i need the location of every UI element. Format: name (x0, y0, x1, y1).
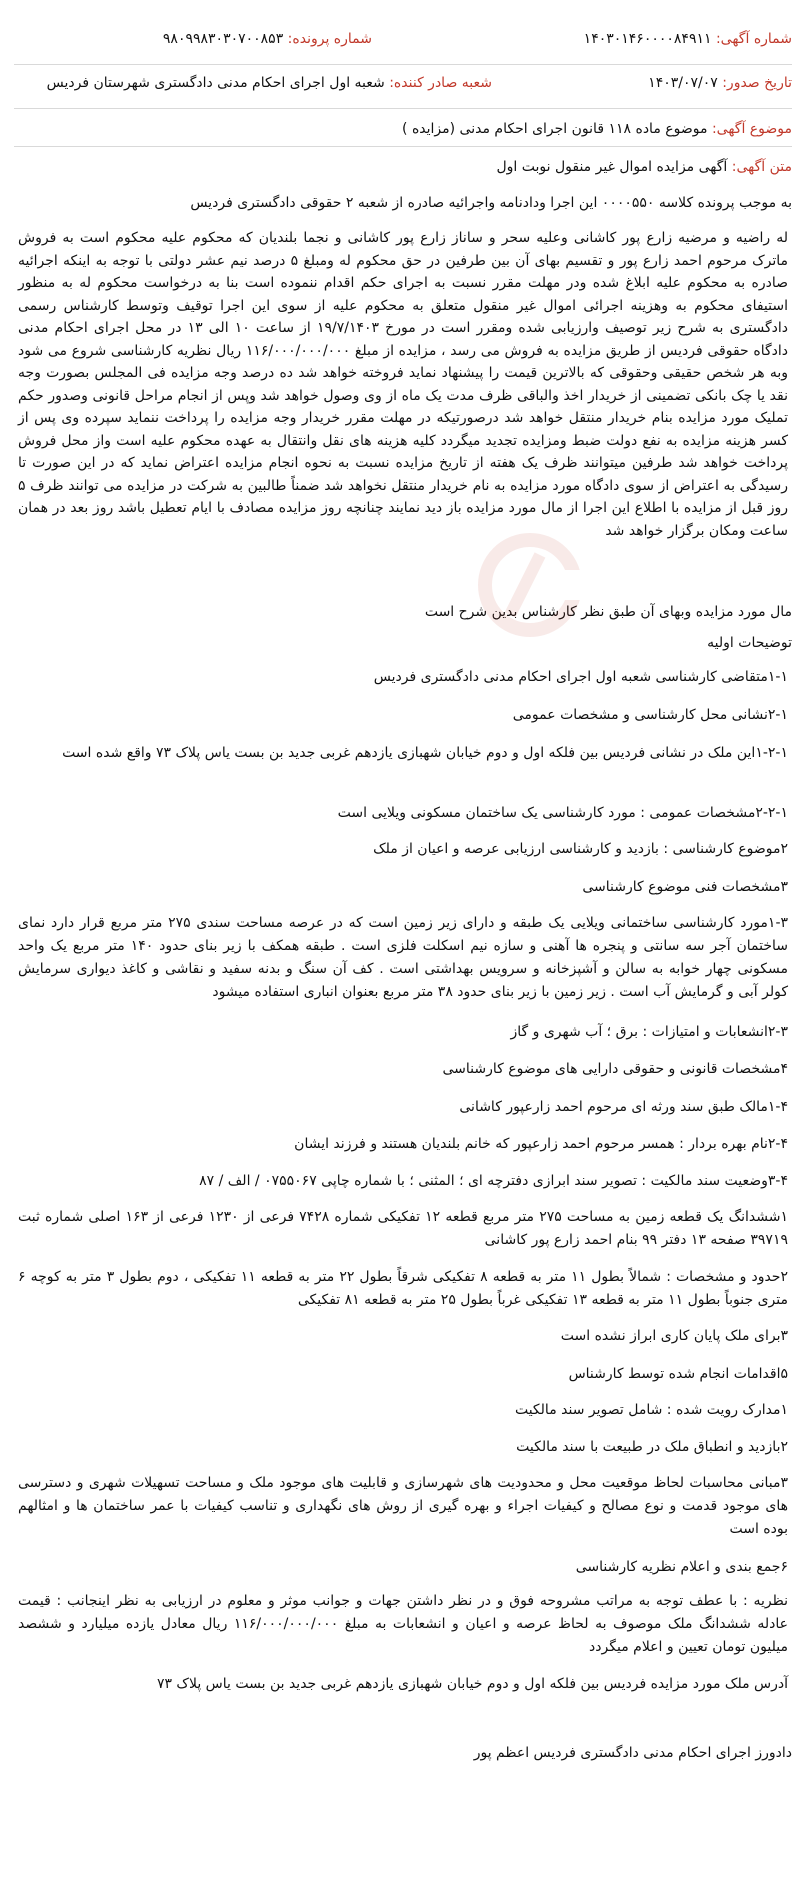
list-item (18, 1206, 788, 1252)
ad-number-value: ۱۴۰۳۰۱۴۶۰۰۰۰۸۴۹۱۱ (583, 31, 712, 47)
paragraph-line: نمایند چنانچه روز مزایده مصادف با ایام تعطیل باشد روز بعد در همان ساعت ومکان برگزار خواهد شد (18, 500, 788, 539)
item-line: ۲موضوع کارشناسی : بازدید و کارشناسی ارزیابی عرصه و اعیان از ملک (373, 841, 788, 857)
case-number-label: شماره پرونده: (287, 31, 372, 47)
explanations-heading (20, 632, 792, 654)
paragraph-line: فروش ماترک مرحوم احمد زارع پور و تقسیم بهای آن بین طرفین در حق محکوم له ومبلغ ۵ درصد نیم عشر دولتی با توجه به (18, 230, 789, 269)
item-line: کوچه ۶ متری جنوباً بطول ۱۱ متر به قطعه ۱۳ تفکیکی غرباً بطول ۲۵ متر به قطعه ۸۱ تفکیکی (18, 1269, 788, 1308)
logo-shape (470, 530, 600, 640)
ad-number-label: شماره آگهی: (715, 31, 792, 47)
item-line: شماره ثبت ۳۹۷۱۹ صفحه ۱۳ دفتر ۹۹ بنام احمد زارع پور کاشانی (18, 1209, 788, 1248)
item-line: ۴مشخصات قانونی و حقوقی دارایی های موضوع کارشناسی (442, 1061, 788, 1077)
item-line: ششصد میلیون تومان تعیین و اعلام میگردد (18, 1616, 788, 1655)
explanations-heading-text: توضیحات اولیه (707, 635, 792, 651)
paragraph-line: کارشناسی شروع می شود وبه هر شخص حقیقی وحقوقی که بالاترین قیمت را پیشنهاد نماید فروخته خواهد شد ده درصد وجه (18, 342, 788, 381)
list-item (18, 1673, 788, 1696)
list-item (18, 704, 788, 727)
paragraph-line: احکام مدنی دادگاه حقوقی فردیس از طریق مزایده به فروش می رسد ، مزایده از مبلغ ۱۱۶/۰۰۰/۰۰۰/۰۰۰ ریال نظریه (18, 320, 788, 359)
list-item (18, 1590, 788, 1659)
subject-value: موضوع ماده ۱۱۸ قانون اجرای احکام مدنی (مزایده ) (402, 121, 708, 137)
list-item (18, 1436, 788, 1459)
item-line: ۲بازدید و انطباق ملک در طبیعت با سند مالکیت (516, 1439, 788, 1455)
list-item (18, 838, 788, 861)
item-line: ۲-۲-۱مشخصات عمومی : مورد کارشناسی یک ساختمان مسکونی ویلایی است (337, 805, 788, 821)
list-item (18, 1363, 788, 1386)
item-line: ۳برای ملک پایان کاری ابراز نشده است (560, 1328, 788, 1344)
signature-text: دادورز اجرای احکام مدنی دادگستری فردیس اعظم پور (473, 1745, 792, 1761)
item-line: ۲حدود و مشخصات : شمالاً بطول ۱۱ متر به قطعه ۸ تفکیکی شرقاً بطول ۲۲ متر به قطعه ۱۱ تفکیکی ، دوم بطول ۳ متر به (65, 1269, 788, 1285)
item-line: دیواری سرمایش کولر آبی و گرمایش آب است . زیر زمین با زیر بنای حدود ۳۸ متر مربع بعنوان انباری استفاده میشود (18, 961, 788, 1000)
item-line: نمای ساختمان آجر سه سانتی و پنجره ها آهنی و سازه نیم اسکلت فلزی است . طبقه همکف با زیر بنای حدود ۱۴۰ متر مربع (18, 915, 789, 954)
list-item (18, 1266, 788, 1312)
signature (20, 1742, 792, 1764)
list-item (18, 912, 788, 1004)
list-item (18, 1556, 788, 1579)
item-line: آدرس ملک مورد مزایده فردیس بین فلکه اول و دوم خیابان شهبازی یازدهم غربی جدید بن بست یاس پلاک ۷۳ (156, 1676, 788, 1692)
header-divider-1 (14, 64, 792, 65)
item-line: ۵اقدامات انجام شده توسط کارشناس (568, 1366, 788, 1382)
issuing-branch (47, 72, 492, 94)
paragraph-line: وپس از انجام مراحل قانونی وصدور حکم تملیک مورد مزایده بنام خریدار منتقل خواهد شد درصورتیکه در مهلت مقرر خریدار (18, 387, 789, 426)
item-line: ۱ششدانگ یک قطعه زمین به مساحت ۲۷۵ متر مربع قطعه ۱۲ تفکیکی شماره ۷۴۲۸ فرعی از ۱۲۳۰ فرعی از ۱۶۳ اصلی (88, 1209, 789, 1225)
item-line: ۳-۴وضعیت سند مالکیت : تصویر سند ابرازی دفترچه ای ؛ المثنی ؛ با شماره چاپی ۰۷۵۵۰۶۷ / الف / ۸۷ (199, 1173, 788, 1189)
item-line: ۳مبانی محاسبات لحاظ موقعیت محل و محدودیت های شهرسازی و قابلیت های موجود ملک و مساحت تسهیلات شهری و (76, 1475, 788, 1491)
paragraph-line: له راضیه و مرضیه زارع پور کاشانی وعلیه سحر و ساناز زارع پور کاشانی و نجما بلندیان که محکوم علیه محکوم است به (62, 230, 789, 246)
paragraph-line: نخواهد شد ضمناً طالبین به شرکت در مزایده می توانند ظرف ۵ روز قبل از مزایده با اطلاع این اجرا از مال مورد مزایده باز دید (18, 477, 788, 516)
subject-line (20, 118, 792, 140)
paragraph-line: اینکه اجرائیه صادره به محکوم علیه ابلاغ شده ودر مهلت مقرر نسبت به اجرای حکم اقدام ننموده است بنا به درخواست محکوم (18, 252, 789, 291)
item-line: ۲-۴نام بهره بردار : همسر مرحوم احمد زارعپور که خانم بلندیان هستند و فرزند ایشان (294, 1136, 788, 1152)
case-number-value: ۹۸۰۹۹۸۳۰۳۰۷۰۰۸۵۳ (162, 31, 284, 47)
item-line: ۳مشخصات فنی موضوع کارشناسی (582, 879, 788, 895)
issuing-branch-value: شعبه اول اجرای احکام مدنی دادگستری شهرستان فردیس (46, 75, 385, 91)
list-item (18, 802, 788, 825)
list-item (18, 1170, 788, 1193)
case-number (163, 28, 372, 50)
list-item (18, 1021, 788, 1044)
issue-date (648, 72, 792, 94)
paragraph-line: له به منظور استیفای محکوم به وهزینه اجرائی اموال غیر منقول متعلق به محکوم علیه از سوی این اجرا توقیف وتوسط کارشناس (18, 275, 788, 314)
item-line: عادله ششدانگ ملک موصوف به لحاظ عرصه و اعیان و انشعابات به مبلغ ۱۱۶/۰۰۰/۰۰۰/۰۰۰ ریال معادل یازده میلیارد و (68, 1616, 788, 1632)
intro-line (20, 192, 792, 214)
header-row-1 (20, 28, 792, 56)
item-line: ۱-۱متقاضی کارشناسی شعبه اول اجرای احکام مدنی دادگستری فردیس (373, 669, 788, 685)
list-item (18, 1399, 788, 1422)
list-item (18, 1472, 788, 1541)
list-item (18, 1058, 788, 1081)
paragraph-line: وجه مزایده را پرداخت ننماید سپرده وی پس از کسر هزینه مزایده به نفع دولت ضبط ومزایده تجدید میگردد کلیه هزینه های نقل (18, 410, 788, 449)
item-line: ۱-۲-۱این ملک در نشانی فردیس بین فلکه اول و دوم خیابان شهبازی یازدهم غربی جدید بن بست یاس پلاک ۷۳ واقع (126, 745, 788, 761)
paragraph-line: مزایده فی المجلس بصورت وجه نقد یا چک بانکی تضمینی از خریدار اخذ والباقی ظرف مدت یک ماه از وی وصول خواهد شد (18, 365, 788, 404)
body-title-line (20, 156, 792, 178)
item-line: ۱-۳مورد کارشناسی ساختمانی ویلایی یک طبقه و دارای زیر زمین است که در عرصه مساحت سندی ۲۷۵ متر مربع قرار دارد (50, 915, 789, 931)
intro-text: به موجب پرونده کلاسه ۰۰۰۰۵۵۰ این اجرا ودادنامه واجرائیه صادره از شعبه ۲ حقوقی دادگستری فردیس (190, 195, 792, 211)
paragraph-line: نحوه انجام مزایده اعتراض نماید که در این صورت تا رسیدگی به اعتراض از سوی دادگاه مورد مزایده به نام خریدار منتقل (18, 455, 789, 494)
subject-label: موضوع آگهی: (711, 121, 792, 137)
list-item (18, 1096, 788, 1119)
property-intro-text: مال مورد مزایده وبهای آن طبق نظر کارشناس بدین شرح است (424, 604, 792, 620)
list-item (18, 1325, 788, 1348)
list-item (18, 876, 788, 899)
paragraph-line: وانتقال به عهده محکوم علیه است واز محل فروش پرداخت خواهد شد طرفین میتوانند ظرف یک هفته از تاریخ مزایده نسبت به (18, 432, 788, 471)
list-item (18, 666, 788, 689)
header-divider-2 (14, 108, 792, 109)
property-intro (20, 601, 792, 623)
subject-divider (14, 146, 792, 147)
list-item (18, 742, 788, 765)
issue-date-label: تاریخ صدور: (722, 75, 792, 91)
item-line: ۱مدارک رویت شده : شامل تصویر سند مالکیت (514, 1402, 788, 1418)
site-logo-icon (40, 530, 600, 640)
issuing-branch-label: شعبه صادر کننده: (389, 75, 492, 91)
issue-date-value: ۱۴۰۳/۰۷/۰۷ (648, 75, 718, 91)
item-line: یک واحد مسکونی چهار خوابه به سالن و آشپزخانه و سرویس بهداشتی است . کف آن سنگ و بدنه سفید و نقاشی و کاغذ (18, 938, 789, 977)
header-row-2 (20, 72, 792, 100)
body-label: متن آگهی: (731, 159, 792, 175)
item-line: ها و امثالهم بوده است (18, 1498, 788, 1537)
list-item (18, 1133, 788, 1156)
main-paragraph (18, 227, 788, 542)
item-line: ۲-۱نشانی محل کارشناسی و مشخصات عمومی (512, 707, 788, 723)
item-line: ۱-۴مالک طبق سند ورثه ای مرحوم احمد زارعپور کاشانی (459, 1099, 788, 1115)
item-line: نظریه : با عطف توجه به مراتب مشروحه فوق و در نظر داشتن جهات و جوانب موثر و معلوم در ارزیابی به نظر اینجانب : قیمت (18, 1593, 788, 1609)
item-line: شده است (62, 745, 123, 761)
item-line: ۶جمع بندی و اعلام نظریه کارشناسی (575, 1559, 788, 1575)
ad-number (584, 28, 792, 50)
body-title: آگهی مزایده اموال غیر منقول نوبت اول (496, 159, 728, 175)
paragraph-line: رسمی دادگستری به شرح زیر توصیف وارزیابی شده ومقرر است در مورخ ۱۹/۷/۱۴۰۳ از ساعت ۱۰ الی ۱۳ در محل اجرای (18, 297, 788, 336)
item-line: ۲-۳انشعابات و امتیازات : برق ؛ آب شهری و گاز (510, 1024, 788, 1040)
item-line: دسترسی های موجود قدمت و نوع مصالح و کیفیات اجراء و بهره گیری از روش های نگهداری و تناسب کیفیات با عمر ساختمان (18, 1475, 788, 1514)
